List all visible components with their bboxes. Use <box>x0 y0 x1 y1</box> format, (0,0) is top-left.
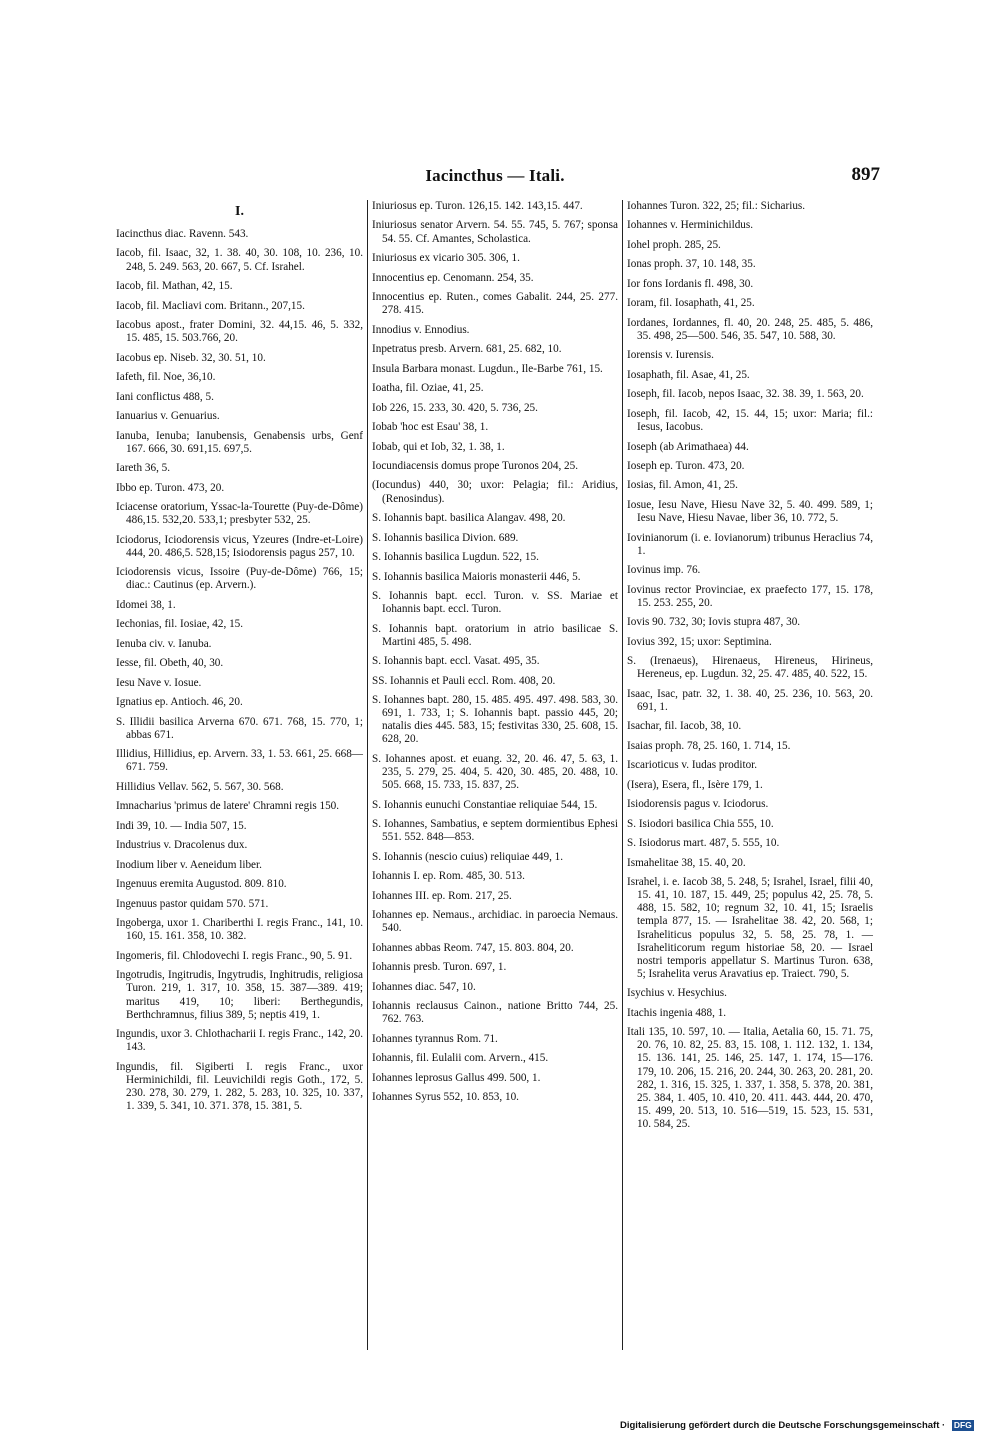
index-entry: Ioatha, fil. Oziae, 41, 25. <box>372 382 484 395</box>
index-entry: S. Iohannis basilica Lugdun. 522, 15. <box>372 551 539 564</box>
index-entry: Isaias proph. 78, 25. 160, 1. 714, 15. <box>627 739 791 752</box>
index-entry: Ioseph ep. Turon. 473, 20. <box>627 460 745 472</box>
index-entry: Iafeth, fil. Noe, 36,10. <box>116 371 216 384</box>
index-entry: S. Iohannis bapt. oratorium in atrio basilicae S. Martini 485, 5. 498. <box>372 622 618 648</box>
index-entry: Iovinus imp. 76. <box>627 564 701 577</box>
dfg-logo: DFG <box>953 1420 972 1430</box>
index-entry: Ingenuus pastor quidam 570. 571. <box>116 897 269 910</box>
index-entry: Iacob, fil. Macliavi com. Britann., 207,15. <box>116 299 305 312</box>
index-entry: Itachis ingenia 488, 1. <box>627 1006 727 1019</box>
index-entry: Innodius v. Ennodius. <box>372 323 470 336</box>
index-entry: Ingomeris, fil. Chlodovechi I. regis Franc., 90, 5. 91. <box>116 949 353 962</box>
index-entry: Iosue, Iesu Nave, Hiesu Nave 32, 5. 40. 499. 589, 1; Iesu Nave, Hiesu Navae, liber 36, 10. 772, 5. <box>627 498 873 525</box>
index-entry: Ibbo ep. Turon. 473, 20. <box>116 481 225 494</box>
index-entry: Iscarioticus v. Iudas proditor. <box>627 759 758 772</box>
index-entry: S. Isiodorus mart. 487, 5. 555, 10. <box>627 837 780 850</box>
index-entry: (Iocundus) 440, 30; uxor: Pelagia; fil.: Aridius, (Renosindus). <box>372 479 618 505</box>
index-entry: S. Iohannis eunuchi Constantiae reliquiae 544, 15. <box>372 798 598 811</box>
index-entry: Industrius v. Dracolenus dux. <box>116 839 248 852</box>
running-head <box>110 164 880 188</box>
index-entry: Isachar, fil. Iacob, 38, 10. <box>627 720 742 733</box>
footer-credit: Digitalisierung gefördert durch die Deutsche Forschungsgemeinschaft · <box>620 1420 946 1432</box>
entry-list <box>627 200 873 1131</box>
index-entry: Ianuarius v. Genuarius. <box>116 410 220 423</box>
index-entry: Ioseph, fil. Iacob, nepos Isaac, 32. 38. 39, 1. 563, 20. <box>627 388 864 401</box>
index-entry: Israhel, i. e. Iacob 38, 5. 248, 5; Israhel, Israel, filii 40, 15. 41, 10. 187, 15. 449, 25; populus 42, 25. 78, 5. 488, 15. 582, 10; regnum 32, 10. 41, 15; Israelis templa 877, 15. — Israhelitae 38. 42, 20. 568, 1; Israheliticus populus 32, 5. 58, 25. 78, 1. — Israheliticorum regum historiae 58, 20. — Israel nostri temporis appellatur S. Martinus Turon. 638, 5; Israhelita verus Aravatius ep. Traiect. 790, 5. <box>627 876 873 980</box>
index-entry: Iacob, fil. Mathan, 42, 15. <box>116 280 233 293</box>
index-entry: S. Iohannis (nescio cuius) reliquiae 449, 1. <box>372 850 564 863</box>
index-entry: Ignatius ep. Antioch. 46, 20. <box>116 696 243 709</box>
index-entry: Isiodorensis pagus v. Iciodorus. <box>627 798 769 811</box>
index-entry: Ioseph (ab Arimathaea) 44. <box>627 440 749 453</box>
index-entry: Isychius v. Hesychius. <box>627 987 727 1000</box>
index-entry: Iosias, fil. Amon, 41, 25. <box>627 479 738 492</box>
index-entry: Iosaphath, fil. Asae, 41, 25. <box>627 368 750 381</box>
index-entry: Ingundis, uxor 3. Chlothacharii I. regis Franc., 142, 20. 143. <box>116 1028 364 1054</box>
index-entry: S. Isiodori basilica Chia 555, 10. <box>627 817 774 830</box>
index-entry: Iohannis reclausus Cainon., natione Britto 744, 25. 762. 763. <box>372 1000 618 1026</box>
index-entry: Iesu Nave v. Iosue. <box>116 676 202 689</box>
index-entry: Iohannis, fil. Eulalii com. Arvern., 415. <box>372 1052 549 1065</box>
section-letter: I. <box>235 204 244 219</box>
index-entry: SS. Iohannis et Pauli eccl. Rom. 408, 20. <box>372 674 556 687</box>
index-entry: Iobab, qui et Iob, 32, 1. 38, 1. <box>372 440 505 453</box>
digitization-footer <box>620 1420 974 1431</box>
index-entry: S. Iohannes apost. et euang. 32, 20. 46. 47, 5. 63, 1. 235, 5. 279, 25. 404, 5. 420, 30. 485, 20. 488, 10. 505. 668, 15. 733, 15. 837, 25. <box>372 752 618 792</box>
index-entry: Ioseph, fil. Iacob, 42, 15. 44, 15; uxor: Maria; fil.: Iesus, Iacobus. <box>627 407 873 434</box>
index-entry: S. Iohannis basilica Maioris monasterii 446, 5. <box>372 570 581 583</box>
index-columns <box>112 200 882 1350</box>
index-entry: Iniuriosus ep. Turon. 126,15. 142. 143,15. 447. <box>372 200 583 212</box>
index-entry: Iohannes leprosus Gallus 499. 500, 1. <box>372 1071 541 1084</box>
entry-list <box>372 200 618 1104</box>
index-entry: Iohannes Syrus 552, 10. 853, 10. <box>372 1091 519 1104</box>
index-entry: Iocundiacensis domus prope Turonos 204, 25. <box>372 460 579 472</box>
index-entry: Iovinianorum (i. e. Iovianorum) tribunus Heraclius 74, 1. <box>627 531 873 557</box>
index-entry: Itali 135, 10. 597, 10. — Italia, Aetalia 60, 15. 71. 75, 20. 76, 10. 82, 25. 83, 15. 108, 1. 112. 132, 1. 134, 15. 136. 141, 25. 146, 25. 147, 1. 174, 15—176. 179, 10. 206, 15. 216, 20. 244, 30. 263, 20. 281, 20. 282, 1. 316, 15. 325, 1. 337, 1. 358, 5. 378, 20. 381, 25. 384, 1. 405, 10. 410, 20. 411. 443. 444, 20. 470, 15. 499, 20. 513, 10. 516—519, 15. 523, 15. 531, 10. 584, 25. <box>627 1026 873 1130</box>
index-entry: Iohannes ep. Nemaus., archidiac. in paroecia Nemaus. 540. <box>372 909 618 935</box>
index-entry: Ienuba civ. v. Ianuba. <box>116 637 212 650</box>
index-entry: Iani conflictus 488, 5. <box>116 390 214 403</box>
index-entry: Innocentius ep. Cenomann. 254, 35. <box>372 271 534 284</box>
entry-list <box>116 228 363 1113</box>
index-entry: S. Iohannis bapt. basilica Alangav. 498, 20. <box>372 512 566 525</box>
index-column-3 <box>622 200 877 1350</box>
index-column-2 <box>367 200 622 1350</box>
index-entry: Ingoberga, uxor 1. Chariberthi I. regis Franc., 141, 10. 160, 15. 161. 358, 10. 382. <box>116 917 363 943</box>
index-entry: Iobab 'hoc est Esau' 38, 1. <box>372 421 489 434</box>
index-entry: Iohannis I. ep. Rom. 485, 30. 513. <box>372 870 525 883</box>
index-entry: Iohannes III. ep. Rom. 217, 25. <box>372 889 512 902</box>
index-entry: S. Iohannis bapt. eccl. Turon. v. SS. Mariae et Iohannis bapt. eccl. Turon. <box>372 590 618 616</box>
index-entry: (Isera), Esera, fl., Isère 179, 1. <box>627 778 763 791</box>
running-title: Iacincthus — Itali. <box>425 166 565 185</box>
index-entry: Iciacense oratorium, Yssac-la-Tourette (Puy-de-Dôme) 486,15. 532,20. 533,1; presbyter 532, 25. <box>116 501 363 527</box>
index-entry: Iacobus apost., frater Domini, 32. 44,15. 46, 5. 332, 15. 485, 15. 503.766, 20. <box>116 319 363 345</box>
index-entry: Ior fons Iordanis fl. 498, 30. <box>627 277 754 290</box>
index-entry: Innocentius ep. Ruten., comes Gabalit. 244, 25. 277. 278. 415. <box>372 291 618 317</box>
index-entry: Iareth 36, 5. <box>116 462 171 475</box>
index-column-1 <box>112 200 367 1350</box>
index-entry: Iniuriosus ex vicario 305. 306, 1. <box>372 252 520 265</box>
index-entry: Iovius 392, 15; uxor: Septimina. <box>627 635 772 648</box>
index-entry: Iohannes v. Herminichildus. <box>627 219 754 232</box>
index-entry: S. Iohannis basilica Divion. 689. <box>372 531 519 544</box>
index-entry: Iciodorensis vicus, Issoire (Puy-de-Dôme) 766, 15; diac.: Cautinus (ep. Arvern.). <box>116 566 363 592</box>
index-entry: Iorensis v. Iurensis. <box>627 349 714 362</box>
index-entry: Iesse, fil. Obeth, 40, 30. <box>116 657 224 670</box>
index-entry: S. Iohannes bapt. 280, 15. 485. 495. 497. 498. 583, 30. 691, 1. 733, 1; S. Iohannis bapt. passio 445, 20; natalis dies 445. 583, 15; festivitas 330, 25. 608, 15. 628, 20. <box>372 694 618 746</box>
index-entry: Iohel proph. 285, 25. <box>627 238 721 251</box>
index-entry: Idomei 38, 1. <box>116 598 176 611</box>
index-entry: Iordanes, Iordannes, fl. 40, 20. 248, 25. 485, 5. 486, 35. 498, 25—500. 546, 35. 547, 10. 588, 30. <box>627 316 873 342</box>
index-entry: Ingenuus eremita Augustod. 809. 810. <box>116 878 287 891</box>
index-entry: Ianuba, Ienuba; Ianubensis, Genabensis urbs, Genf 167. 666, 30. 691,15. 697,5. <box>116 429 363 455</box>
index-entry: Ionas proph. 37, 10. 148, 35. <box>627 258 756 271</box>
index-entry: Imnacharius 'primus de latere' Chramni regis 150. <box>116 800 340 813</box>
index-entry: Iovinus rector Provinciae, ex praefecto 177, 15. 178, 15. 253. 255, 20. <box>627 583 873 609</box>
index-entry: S. Iohannes, Sambatius, e septem dormientibus Ephesi 551. 552. 848—853. <box>372 818 618 844</box>
index-entry: Iacincthus diac. Ravenn. 543. <box>116 228 249 240</box>
index-entry: Indi 39, 10. — India 507, 15. <box>116 819 247 832</box>
index-entry: Iacob, fil. Isaac, 32, 1. 38. 40, 30. 108, 10. 236, 10. 248, 5. 249. 563, 20. 667, 5. Cf. Israhel. <box>116 247 363 273</box>
index-entry: Iniuriosus senator Arvern. 54. 55. 745, 5. 767; sponsa 54. 55. Cf. Amantes, Scholastica. <box>372 219 618 245</box>
index-entry: Ioram, fil. Iosaphath, 41, 25. <box>627 297 755 310</box>
index-entry: Inpetratus presb. Arvern. 681, 25. 682, 10. <box>372 343 562 356</box>
index-entry: Iechonias, fil. Iosiae, 42, 15. <box>116 618 244 631</box>
index-entry: Ingotrudis, Ingitrudis, Ingytrudis, Inghitrudis, religiosa Turon. 219, 1. 317, 10. 358, 15. 387—389. 419; maritus 419, 10; liberi: Berthegundis, Berthchramnus, filius 389, 5; neptis 419, 1. <box>116 969 363 1021</box>
index-entry: S. (Irenaeus), Hirenaeus, Hireneus, Hirineus, Hereneus, ep. Lugdun. 32, 25. 47. 485, 40. 522, 15. <box>627 655 873 681</box>
index-entry: Isaac, Isac, patr. 32, 1. 38. 40, 25. 236, 10. 563, 20. 691, 1. <box>627 687 873 713</box>
index-entry: S. Iohannis bapt. eccl. Vasat. 495, 35. <box>372 655 540 668</box>
index-entry: Iovis 90. 732, 30; Iovis stupra 487, 30. <box>627 616 801 629</box>
index-entry: Illidius, Hillidius, ep. Arvern. 33, 1. 53. 661, 25. 668—671. 759. <box>116 748 363 774</box>
index-entry: Iohannis presb. Turon. 697, 1. <box>372 961 507 974</box>
page-number: 897 <box>851 164 880 185</box>
index-entry: Iohannes tyrannus Rom. 71. <box>372 1032 498 1045</box>
index-entry: S. Illidii basilica Arverna 670. 671. 768, 15. 770, 1; abbas 671. <box>116 715 363 741</box>
index-entry: Iohannes Turon. 322, 25; fil.: Sicharius. <box>627 200 806 212</box>
index-entry: Iob 226, 15. 233, 30. 420, 5. 736, 25. <box>372 401 538 414</box>
index-entry: Hillidius Vellav. 562, 5. 567, 30. 568. <box>116 780 284 793</box>
index-entry: Iohannes abbas Reom. 747, 15. 803. 804, 20. <box>372 941 574 954</box>
index-entry: Ismahelitae 38, 15. 40, 20. <box>627 856 746 869</box>
index-entry: Iacobus ep. Niseb. 32, 30. 51, 10. <box>116 351 266 364</box>
index-entry: Ingundis, fil. Sigiberti I. regis Franc., uxor Herminichildi, fil. Leuvichildi regis Goth., 172, 5. 230. 278, 30. 279, 1. 282, 5. 283, 10. 325, 10. 337, 1. 339, 5. 341, 10. 371. 378, 15. 381, 5. <box>116 1060 363 1112</box>
index-entry: Iciodorus, Iciodorensis vicus, Yzeures (Indre-et-Loire) 444, 20. 486,5. 528,15; Isiodorensis pagus 257, 10. <box>116 533 363 559</box>
index-entry: Inodium liber v. Aeneidum liber. <box>116 858 262 871</box>
index-entry: Insula Barbara monast. Lugdun., Ile-Barbe 761, 15. <box>372 362 603 375</box>
index-entry: Iohannes diac. 547, 10. <box>372 980 476 993</box>
